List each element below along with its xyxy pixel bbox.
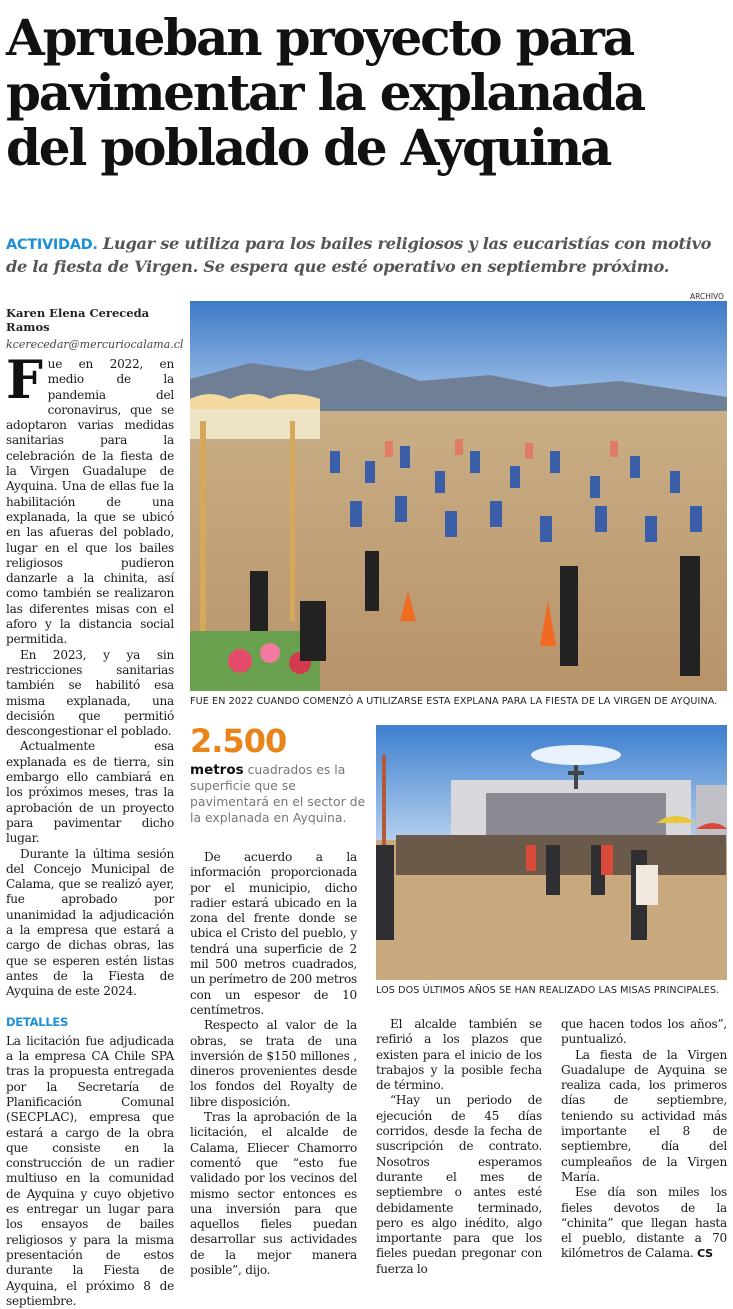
deck-kicker: ACTIVIDAD.	[6, 237, 98, 253]
photo-misa-stage	[376, 725, 727, 980]
paragraph-4: Durante la última sesión del Concejo Municipal de Calama, que se realizó ayer, fue aprobado por unanimidad la adjudicación a la empresa que estará a cargo de dichas obras, las que se esperen estén listas antes de la Fiesta de Ayquina de este 2024.	[6, 846, 174, 999]
end-mark: CS	[697, 1247, 713, 1261]
column-1	[6, 350, 174, 1309]
author-email: kcerecedar@mercuriocalama.cl	[6, 338, 184, 351]
headline-line-3: del poblado de Ayquina	[6, 118, 611, 177]
photo-explanada-image	[190, 301, 727, 691]
paragraph-10: “Hay un periodo de ejecución de 45 días corridos, desde la fecha de suscripción de contrato. Nosotros esperamos durante el mes de septiembre o antes esté debidamente terminado, pero es algo inédito, algo importante para que los fieles puedan pregonar con fuerza lo	[376, 1093, 542, 1276]
author-name: Karen Elena Cereceda Ramos	[6, 306, 150, 334]
column-3	[376, 1017, 542, 1277]
headline-line-1: Aprueban proyecto para	[6, 8, 633, 67]
stat-unit: metros	[190, 762, 244, 778]
headline	[6, 10, 728, 175]
paragraph-8: Tras la aprobación de la licitación, el alcalde de Calama, Eliecer Chamorro comentó que “esto fue validado por los vecinos del mismo sector entonces es una inversión para que aquellos fieles puedan desarrollar sus actividades de la mejor manera posible”, dijo.	[190, 1110, 357, 1278]
photo-credit: ARCHIVO	[690, 292, 724, 301]
paragraph-7: Respecto al valor de la obras, se trata de una inversión de $150 millones , dineros provenientes desde los fondos del Royalty de libre disposición.	[190, 1018, 357, 1109]
paragraph-1	[6, 350, 174, 648]
photo-explanada-dancers	[190, 301, 727, 691]
paragraph-13-text: Ese día son miles los fieles devotos de la “chinita” que llegan hasta el pueblo, distante a 70 kilómetros de Calama.	[561, 1185, 727, 1261]
deck-text: Lugar se utiliza para los bailes religiosos y las eucaristías con motivo de la fiesta de Virgen. Se espera que esté operativo en septiembre próximo.	[6, 234, 712, 276]
photo-2-caption: LOS DOS ÚLTIMOS AÑOS SE HAN REALIZADO LAS MISAS PRINCIPALES.	[376, 985, 720, 996]
dropcap: F	[6, 350, 43, 411]
stat-text	[190, 762, 368, 826]
photo-1-caption: FUE EN 2022 CUANDO COMENZÓ A UTILIZARSE ESTA EXPLANA PARA LA FIESTA DE LA VIRGEN DE AYQUINA.	[190, 696, 718, 707]
stat-description: cuadrados es la superficie que se pavimentará en el sector de la explanada en Ayquina.	[190, 762, 366, 825]
byline	[6, 306, 186, 351]
paragraph-11: que hacen todos los años”, puntualizó.	[561, 1017, 727, 1047]
paragraph-6: De acuerdo a la información proporcionada por el municipio, dicho radier estará ubicado en la zona del frente donde se ubica el Cristo del pueblo, y tendrá una superficie de 2 mil 500 metros cuadrados, un perímetro de 200 metros con un espesor de 10 centímetros.	[190, 850, 357, 1017]
deck	[6, 233, 726, 278]
paragraph-1-text: ue en 2022, en medio de la pandemia del coronavirus, que se adoptaron varias medidas sanitarias para la celebración de la fiesta de la Virgen Guadalupe de Ayquina. Una de ellas fue la habilitación de una explanada, la que se ubicó en las afueras del poblado, lugar en el que los bailes religiosos pudieron danzarle a la chinita, así como también se realizaron las diferentes misas con el aforo y la distancia social permitida.	[6, 357, 174, 647]
column-4	[561, 1017, 727, 1262]
paragraph-5: La licitación fue adjudicada a la empresa CA Chile SPA tras la propuesta entregada por la Secretaría de Planificación Comunal (SECPLAC), empresa que estará a cargo de la obra que consiste en la construcción de un radier multiuso en la comunidad de Ayquina y cuyo objetivo es entregar un lugar para los ensayos de bailes religiosos y para la misma presentación de estos durante la Fiesta de Ayquina, el próximo 8 de septiembre.	[6, 1033, 174, 1308]
paragraph-13	[561, 1185, 727, 1261]
paragraph-9: El alcalde también se refirió a los plazos que existen para el inicio de los trabajos y la posible fecha de término.	[376, 1017, 542, 1093]
paragraph-2: En 2023, y ya sin restricciones sanitarias también se habilitó esa misma explanada, una decisión que permitió descongestionar el poblado.	[6, 647, 174, 739]
photo-misa-image	[376, 725, 727, 980]
subhead-detalles: DETALLES	[6, 1015, 69, 1030]
headline-line-2: pavimentar la explanada	[6, 63, 644, 122]
stat-number: 2.500	[190, 722, 287, 760]
paragraph-3: Actualmente esa explanada es de tierra, sin embargo ello cambiará en los próximos meses, tras la aprobación de un proyecto para pavimentar dicho lugar.	[6, 739, 174, 846]
column-2	[190, 850, 357, 1278]
paragraph-12: La fiesta de la Virgen Guadalupe de Ayquina se realiza cada, los primeros días de septiembre, teniendo su actividad más importante el 8 de septiembre, día del cumpleaños de la Virgen María.	[561, 1047, 727, 1184]
